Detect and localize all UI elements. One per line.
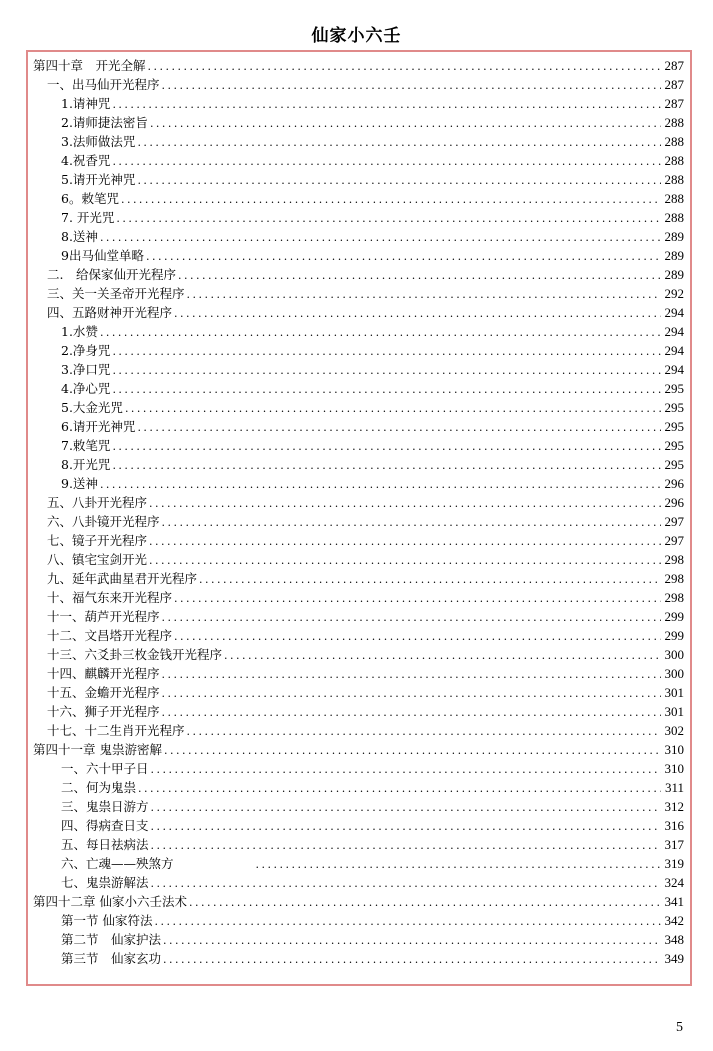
- toc-entry-title: 第四十二章 仙家小六壬法术: [33, 894, 187, 909]
- toc-leader-dots: [254, 855, 661, 874]
- toc-entry-title: 十六、狮子开光程序: [47, 704, 160, 719]
- toc-entry[interactable]: [33, 398, 684, 417]
- page-title: 仙家小六壬: [311, 26, 402, 46]
- toc-leader-dots: [172, 304, 660, 323]
- toc-leader-dots: [98, 475, 661, 494]
- toc-leader-dots: [160, 684, 661, 703]
- toc-entry-title: 十七、十二生肖开光程序: [47, 723, 185, 738]
- toc-leader-dots: [152, 912, 660, 931]
- toc-leader-dots: [160, 513, 661, 532]
- toc-entry-page: 294: [664, 343, 684, 358]
- toc-entry-title: 十一、葫芦开光程序: [47, 609, 160, 624]
- toc-entry[interactable]: [33, 208, 684, 227]
- toc-entry[interactable]: [33, 246, 684, 265]
- toc-entry-title: 十、福气东来开光程序: [47, 590, 173, 605]
- toc-leader-dots: [148, 114, 661, 133]
- toc-entry[interactable]: [33, 740, 684, 759]
- toc-entry-page: 289: [664, 267, 684, 282]
- toc-entry-page: 319: [664, 856, 684, 871]
- toc-entry-page: 288: [664, 172, 684, 187]
- toc-entry-title: 1.请神咒: [61, 96, 111, 111]
- toc-entry[interactable]: [33, 949, 684, 968]
- toc-entry-page: 288: [664, 153, 684, 168]
- toc-entry-page: 301: [664, 704, 684, 719]
- toc-leader-dots: [149, 760, 661, 779]
- toc-entry-page: 288: [664, 210, 684, 225]
- toc-entry[interactable]: [33, 113, 684, 132]
- toc-entry-title: 七、镜子开光程序: [47, 533, 148, 548]
- toc-entry-title: 五、每日祛病法: [61, 837, 149, 852]
- toc-leader-dots: [114, 209, 660, 228]
- toc-entry[interactable]: [33, 493, 684, 512]
- toc-entry-title: 七、鬼祟游解法: [61, 875, 149, 890]
- toc-entry-page: 294: [664, 362, 684, 377]
- toc-leader-dots: [161, 950, 660, 969]
- toc-entry[interactable]: [33, 588, 684, 607]
- toc-entry-title: 5.请开光神咒: [61, 172, 136, 187]
- toc-entry-page: 295: [664, 438, 684, 453]
- toc-entry-title: 二. 给保家仙开光程序: [47, 267, 176, 282]
- toc-entry-title: 5.大金光咒: [61, 400, 123, 415]
- toc-entry-page: 297: [664, 533, 684, 548]
- toc-entry[interactable]: [33, 702, 684, 721]
- toc-entry-page: 287: [664, 77, 684, 92]
- toc-entry-title: 6。敕笔咒: [61, 191, 119, 206]
- toc-entry-title: 六、八卦镜开光程序: [47, 514, 160, 529]
- toc-leader-dots: [146, 57, 661, 76]
- toc-leader-dots: [161, 931, 660, 950]
- toc-entry-title: 三、关一关圣帝开光程序: [47, 286, 185, 301]
- toc-entry-title: 9.送神: [61, 476, 98, 491]
- toc-entry-title: 8.送神: [61, 229, 98, 244]
- toc-entry-title: 十四、麒麟开光程序: [47, 666, 160, 681]
- toc-entry[interactable]: [33, 436, 684, 455]
- toc-leader-dots: [110, 152, 660, 171]
- toc-entry-page: 302: [664, 723, 684, 738]
- toc-entry-page: 288: [664, 191, 684, 206]
- toc-entry-page: 298: [664, 571, 684, 586]
- toc-leader-dots: [135, 418, 660, 437]
- toc-entry-page: 312: [664, 799, 684, 814]
- toc-entry-title: 2.请师捷法密旨: [61, 115, 148, 130]
- toc-entry-title: 3.法师做法咒: [61, 134, 136, 149]
- toc-leader-dots: [110, 437, 660, 456]
- toc-entry[interactable]: [33, 189, 684, 208]
- toc-entry[interactable]: [33, 75, 684, 94]
- toc-entry[interactable]: [33, 683, 684, 702]
- toc-entry-title: 九、延年武曲星君开光程序: [47, 571, 198, 586]
- toc-entry-title: 2.净身咒: [61, 343, 111, 358]
- toc-entry[interactable]: [33, 778, 684, 797]
- toc-entry-page: 295: [664, 381, 684, 396]
- toc-entry-page: 296: [664, 495, 684, 510]
- toc-entry-title: 八、镇宅宝剑开光: [47, 552, 148, 567]
- toc-entry-page: 317: [664, 837, 684, 852]
- toc-entry[interactable]: [33, 322, 684, 341]
- toc-entry-title: 6.请开光神咒: [61, 419, 136, 434]
- toc-entry-title: 第四十一章 鬼祟游密解: [33, 742, 162, 757]
- toc-entry-title: 1.水赞: [61, 324, 98, 339]
- toc-leader-dots: [136, 779, 661, 798]
- toc-leader-dots: [110, 361, 660, 380]
- toc-leader-dots: [98, 323, 661, 342]
- toc-leader-dots: [160, 665, 661, 684]
- toc-entry-page: 300: [664, 647, 684, 662]
- toc-leader-dots: [172, 589, 660, 608]
- toc-entry-page: 287: [664, 58, 684, 73]
- toc-leader-dots: [187, 893, 661, 912]
- toc-leader-dots: [149, 874, 661, 893]
- toc-entry-title: 一、出马仙开光程序: [47, 77, 160, 92]
- toc-entry-page: 297: [664, 514, 684, 529]
- toc-entry-title: 三、鬼祟日游方: [61, 799, 149, 814]
- toc-leader-dots: [110, 342, 660, 361]
- toc-entry-page: 295: [664, 400, 684, 415]
- toc-entry-page: 310: [664, 742, 684, 757]
- toc-entry-page: 292: [664, 286, 684, 301]
- toc-entry[interactable]: [33, 56, 684, 75]
- toc-entry-title: 9出马仙堂单略: [61, 248, 144, 263]
- toc-entry[interactable]: [33, 360, 684, 379]
- toc-leader-dots: [135, 171, 660, 190]
- table-of-contents: [33, 56, 684, 968]
- toc-entry[interactable]: [33, 531, 684, 550]
- toc-entry[interactable]: [33, 132, 684, 151]
- toc-entry[interactable]: [33, 626, 684, 645]
- toc-entry-title: 六、亡魂——殃煞方: [61, 856, 174, 871]
- toc-entry-page: 310: [664, 761, 684, 776]
- toc-entry[interactable]: [33, 816, 684, 835]
- toc-leader-dots: [160, 608, 661, 627]
- toc-entry-page: 294: [664, 324, 684, 339]
- toc-leader-dots: [149, 817, 661, 836]
- toc-entry-title: 十三、六爻卦三枚金钱开光程序: [47, 647, 223, 662]
- toc-entry[interactable]: [33, 569, 684, 588]
- toc-entry-title: 4.净心咒: [61, 381, 111, 396]
- toc-leader-dots: [149, 798, 661, 817]
- toc-entry[interactable]: [33, 303, 684, 322]
- toc-leader-dots: [162, 741, 661, 760]
- toc-entry-title: 7.敕笔咒: [61, 438, 111, 453]
- toc-entry-title: 第四十章 开光全解: [33, 58, 146, 73]
- toc-entry-page: 289: [664, 248, 684, 263]
- toc-entry[interactable]: [33, 930, 684, 949]
- toc-leader-dots: [110, 380, 660, 399]
- toc-entry-page: 324: [664, 875, 684, 890]
- toc-entry-page: 288: [664, 115, 684, 130]
- toc-entry-page: 316: [664, 818, 684, 833]
- toc-entry[interactable]: [33, 379, 684, 398]
- toc-leader-dots: [176, 266, 661, 285]
- toc-entry-page: 349: [664, 951, 684, 966]
- toc-leader-dots: [119, 190, 661, 209]
- toc-leader-dots: [185, 285, 661, 304]
- toc-entry-title: 3.净口咒: [61, 362, 111, 377]
- toc-entry-title: 四、得病查日支: [61, 818, 149, 833]
- toc-leader-dots: [147, 494, 660, 513]
- toc-entry-title: 8.开光咒: [61, 457, 111, 472]
- toc-entry[interactable]: [33, 721, 684, 740]
- toc-leader-dots: [147, 551, 660, 570]
- toc-entry[interactable]: [33, 512, 684, 531]
- toc-entry[interactable]: [33, 607, 684, 626]
- toc-entry[interactable]: [33, 341, 684, 360]
- toc-entry-page: 301: [664, 685, 684, 700]
- page-number: 5: [676, 1020, 683, 1035]
- toc-entry-title: 一、六十甲子日: [61, 761, 149, 776]
- toc-entry-title: 4.祝香咒: [61, 153, 111, 168]
- toc-leader-dots: [98, 228, 661, 247]
- toc-entry-page: 299: [664, 628, 684, 643]
- toc-entry-title: 第三节 仙家玄功: [61, 951, 162, 966]
- toc-leader-dots: [185, 722, 661, 741]
- toc-entry[interactable]: [33, 170, 684, 189]
- toc-entry[interactable]: [33, 550, 684, 569]
- toc-entry-page: 348: [664, 932, 684, 947]
- toc-entry[interactable]: [33, 892, 684, 911]
- toc-leader-dots: [144, 247, 661, 266]
- toc-entry-title: 二、何为鬼祟: [61, 780, 137, 795]
- toc-entry-page: 294: [664, 305, 684, 320]
- toc-entry-page: 311: [664, 780, 684, 795]
- toc-entry[interactable]: [33, 94, 684, 113]
- toc-entry[interactable]: [33, 455, 684, 474]
- toc-leader-dots: [123, 399, 661, 418]
- toc-entry[interactable]: [33, 854, 684, 873]
- toc-entry-title: 7. 开光咒: [61, 210, 115, 225]
- toc-entry-page: 341: [664, 894, 684, 909]
- toc-entry[interactable]: [33, 417, 684, 436]
- toc-entry-page: 298: [664, 552, 684, 567]
- toc-entry-page: 288: [664, 134, 684, 149]
- toc-entry-page: 289: [664, 229, 684, 244]
- toc-entry[interactable]: [33, 151, 684, 170]
- toc-leader-dots: [135, 133, 660, 152]
- toc-entry[interactable]: [33, 284, 684, 303]
- toc-entry[interactable]: [33, 873, 684, 892]
- toc-entry-page: 342: [664, 913, 684, 928]
- toc-entry-title: 四、五路财神开光程序: [47, 305, 173, 320]
- toc-leader-dots: [110, 95, 660, 114]
- toc-entry[interactable]: [33, 265, 684, 284]
- toc-leader-dots: [149, 836, 661, 855]
- toc-entry[interactable]: [33, 797, 684, 816]
- toc-leader-dots: [172, 627, 660, 646]
- toc-entry-page: 298: [664, 590, 684, 605]
- toc-entry[interactable]: [33, 227, 684, 246]
- toc-entry[interactable]: [33, 835, 684, 854]
- toc-entry-page: 299: [664, 609, 684, 624]
- toc-entry[interactable]: [33, 759, 684, 778]
- toc-leader-dots: [222, 646, 660, 665]
- toc-entry-page: 295: [664, 457, 684, 472]
- toc-entry[interactable]: [33, 474, 684, 493]
- toc-leader-dots: [147, 532, 660, 551]
- toc-entry[interactable]: [33, 911, 684, 930]
- toc-entry-page: 295: [664, 419, 684, 434]
- toc-entry-title: 第一节 仙家符法: [61, 913, 153, 928]
- toc-entry[interactable]: [33, 645, 684, 664]
- toc-entry-title: 十二、文昌塔开光程序: [47, 628, 173, 643]
- toc-entry-page: 287: [664, 96, 684, 111]
- toc-leader-dots: [110, 456, 660, 475]
- toc-entry-page: 296: [664, 476, 684, 491]
- toc-entry-page: 300: [664, 666, 684, 681]
- toc-entry-title: 十五、金蟾开光程序: [47, 685, 160, 700]
- toc-leader-dots: [160, 703, 661, 722]
- toc-leader-dots: [197, 570, 660, 589]
- toc-leader-dots: [160, 76, 661, 95]
- toc-entry-title: 第二节 仙家护法: [61, 932, 162, 947]
- toc-entry-title: 五、八卦开光程序: [47, 495, 148, 510]
- toc-entry[interactable]: [33, 664, 684, 683]
